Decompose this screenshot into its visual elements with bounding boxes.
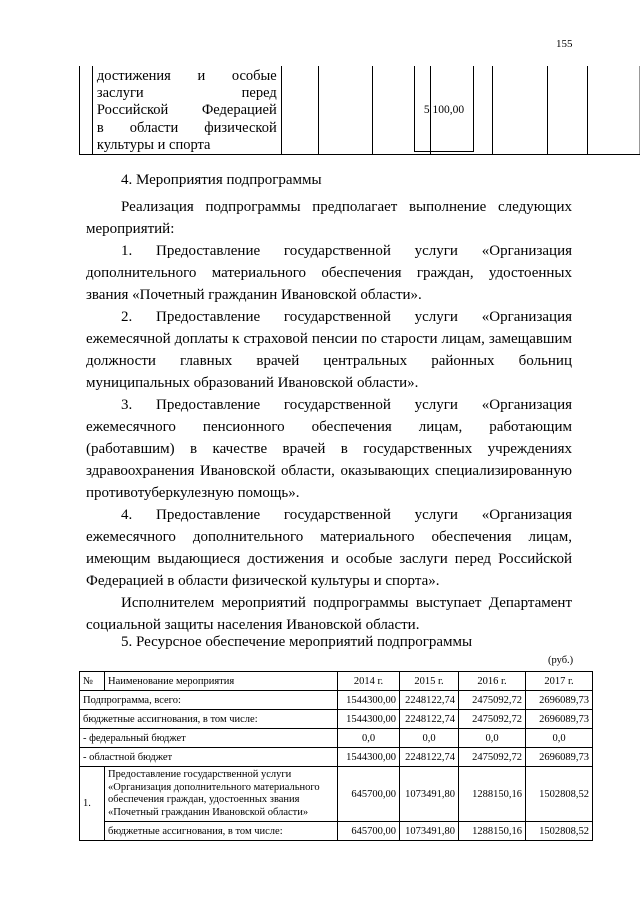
- table-row: - федеральный бюджет 0,0 0,0 0,0 0,0: [80, 729, 593, 748]
- table-row: бюджетные ассигнования, в том числе: 1544300,00 2248122,74 2475092,72 2696089,73: [80, 710, 593, 729]
- section-5-heading: 5. Ресурсное обеспечение мероприятий подпрограммы: [121, 634, 473, 650]
- section-4-heading: 4. Мероприятия подпрограммы: [121, 172, 322, 188]
- resource-table: [79, 671, 593, 841]
- table-row-item-1: 1. Предоставление государственной услуги «Организация дополнительного материального обеспечения граждан, удостоенных звания «Почетный гражданин Ивановской области» 645700,00 1073491,80 1288150,16 1502808,52: [80, 767, 593, 822]
- table-row: - областной бюджет 1544300,00 2248122,74 2475092,72 2696089,73: [80, 748, 593, 767]
- continuation-value: 5 100,00: [414, 66, 474, 152]
- table-header-row: № Наименование мероприятия 2014 г. 2015 г. 2016 г. 2017 г.: [80, 672, 593, 691]
- table-row: бюджетные ассигнования, в том числе: 645700,00 1073491,80 1288150,16 1502808,52: [80, 822, 593, 841]
- continuation-text: достижения и особые заслуги перед Российской Федерацией в области физической культуры и спорта: [92, 66, 281, 155]
- section-4-body: Реализация подпрограммы предполагает выполнение следующих мероприятий: 1. Предоставление государственной услуги «Организация дополнительного материального обеспечения граждан, удостоенных звания «Почетный гражданин Ивановской области». 2. Предоставление государственной услуги «Организация ежемесячной доплаты к страховой пенсии по старости лицам, замещавшим должности главных врачей центральных районных больниц муниципальных образований Ивановской области». 3. Предоставление государственной услуги «Организация ежемесячного пенсионного обеспечения лицам, работающим (работавшим) в качестве врачей в государственных учреждениях здравоохранения Ивановской области, оказывающих специализированную противотуберкулезную помощь». 4. Предоставление государственной услуги «Организация ежемесячного дополнительного материального обеспечения лицам, имеющим выдающиеся достижения и особые заслуги перед Российской Федерацией в области физической культуры и спорта». Исполнителем мероприятий подпрограммы выступает Департамент социальной защиты населения Ивановской области.: [86, 199, 572, 633]
- table-row: Подпрограмма, всего: 1544300,00 2248122,74 2475092,72 2696089,73: [80, 691, 593, 710]
- continuation-table: [79, 66, 640, 155]
- unit-label: (руб.): [548, 655, 574, 666]
- page-number: 155: [556, 38, 573, 50]
